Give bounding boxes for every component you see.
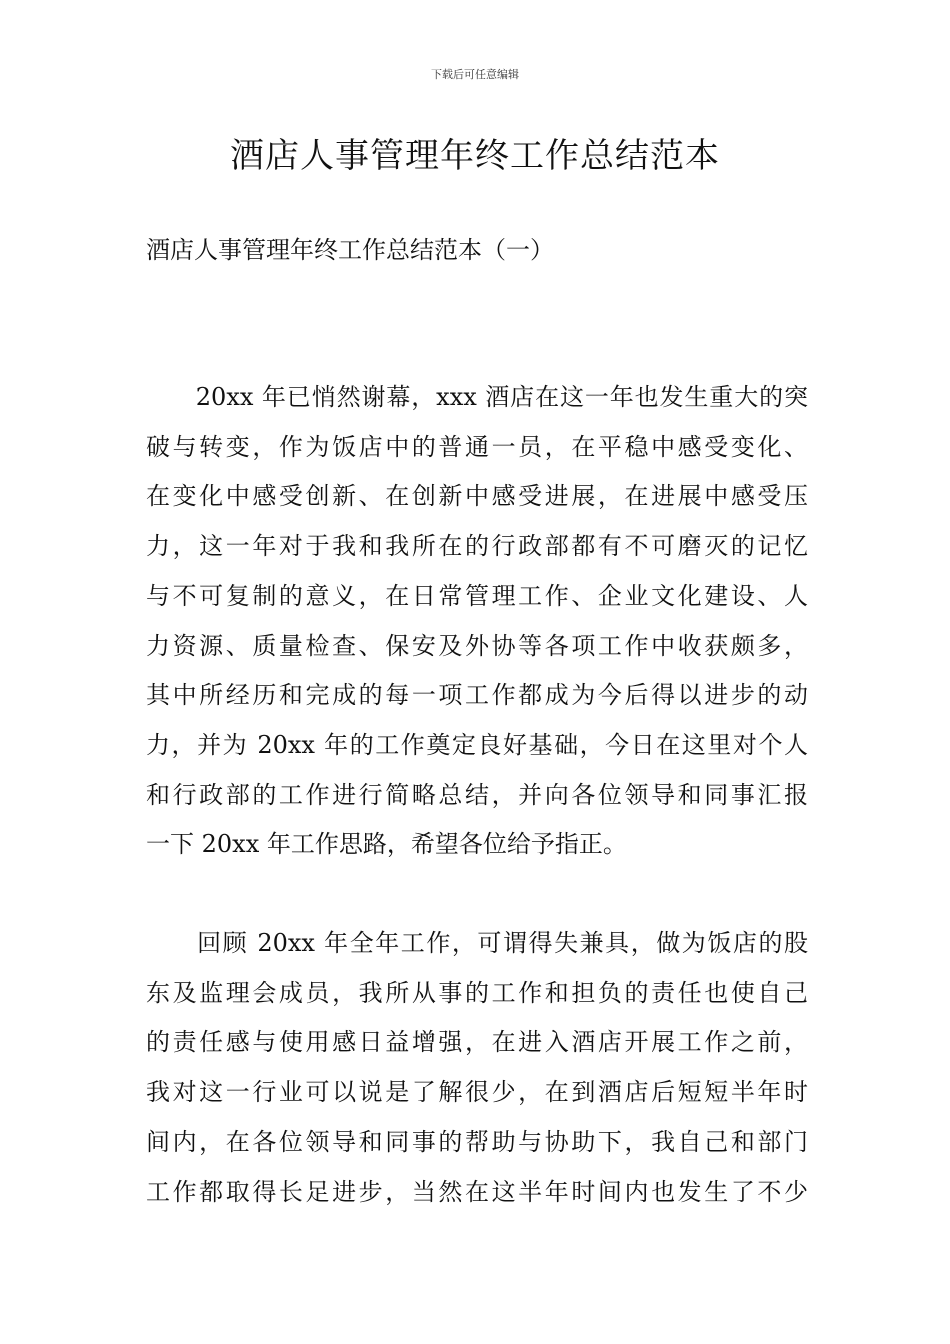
paragraph-line: 东及监理会成员，我所从事的工作和担负的责任也使自己 <box>146 978 808 1007</box>
paragraph-line: 破与转变，作为饭店中的普通一员，在平稳中感受变化、 <box>146 432 808 461</box>
paragraph-line: 我对这一行业可以说是了解很少，在到酒店后短短半年时 <box>146 1078 808 1107</box>
paragraph-line: 和行政部的工作进行简略总结，并向各位领导和同事汇报 <box>146 780 808 809</box>
paragraph-line: 与不可复制的意义，在日常管理工作、企业文化建设、人 <box>146 581 808 610</box>
paragraph-line: 间内，在各位领导和同事的帮助与协助下，我自己和部门 <box>146 1127 808 1156</box>
paragraph-line: 力资源、质量检查、保安及外协等各项工作中收获颇多， <box>146 631 808 660</box>
paragraph-line: 回顾 20xx 年全年工作，可谓得失兼具，做为饭店的股 <box>146 929 808 957</box>
document-title: 酒店人事管理年终工作总结范本 <box>230 136 720 176</box>
paragraph-line: 其中所经历和完成的每一项工作都成为今后得以进步的动 <box>146 681 808 710</box>
paragraph-1 <box>146 373 808 870</box>
header-note: 下载后可任意编辑 <box>431 68 519 81</box>
paragraph-line: 工作都取得长足进步，当然在这半年时间内也发生了不少 <box>146 1177 808 1206</box>
paragraph-2 <box>146 919 808 1217</box>
paragraph-line: 力，并为 20xx 年的工作奠定良好基础，今日在这里对个人 <box>146 730 808 759</box>
paragraph-line: 的责任感与使用感日益增强，在进入酒店开展工作之前， <box>146 1028 808 1057</box>
paragraph-line: 20xx 年已悄然谢幕，xxx 酒店在这一年也发生重大的突 <box>146 383 808 411</box>
paragraph-line: 力，这一年对于我和我所在的行政部都有不可磨灭的记忆 <box>146 532 808 561</box>
document-subtitle: 酒店人事管理年终工作总结范本（一） <box>146 236 554 264</box>
paragraph-line: 在变化中感受创新、在创新中感受进展，在进展中感受压 <box>146 482 808 511</box>
paragraph-line: 一下 20xx 年工作思路，希望各位给予指正。 <box>146 830 627 859</box>
